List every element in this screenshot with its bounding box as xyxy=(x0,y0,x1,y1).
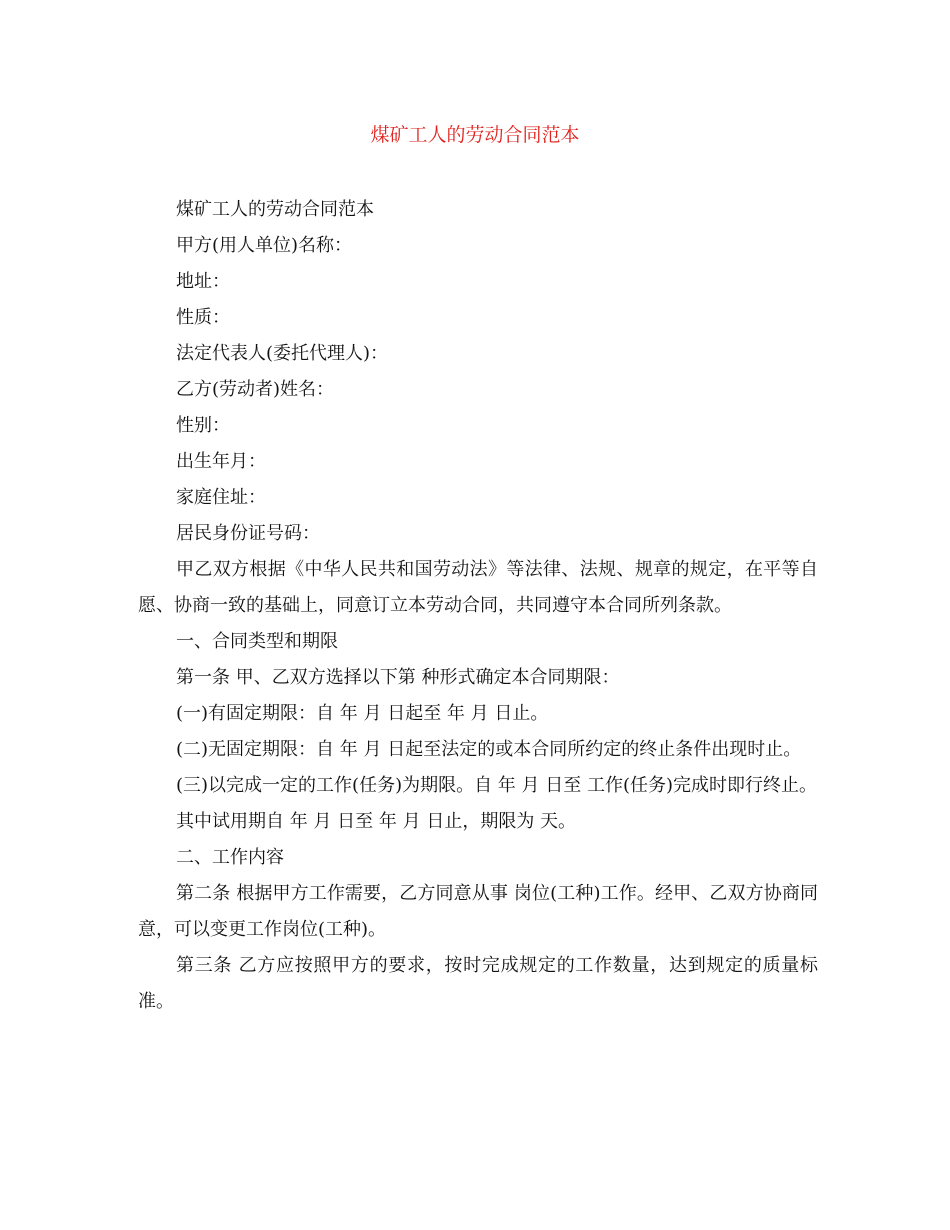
paragraph-legal-representative: 法定代表人(委托代理人)： xyxy=(176,343,389,364)
paragraph-birth-date: 出生年月： xyxy=(176,451,266,472)
paragraph-home-address: 家庭住址： xyxy=(176,487,266,508)
paragraph-article-3: 第三条 乙方应按照甲方的要求，按时完成规定的工作数量，达到规定的质量标准。 xyxy=(138,955,818,1012)
paragraph-gender: 性别： xyxy=(176,415,230,436)
paragraph-preamble: 甲乙双方根据《中华人民共和国劳动法》等法律、法规、规章的规定，在平等自愿、协商一致的基础上，同意订立本劳动合同，共同遵守本合同所列条款。 xyxy=(138,559,818,616)
paragraph-fixed-term: (一)有固定期限：自 年 月 日起至 年 月 日止。 xyxy=(176,703,549,724)
paragraph-party-b-name: 乙方(劳动者)姓名： xyxy=(176,379,335,400)
paragraph-nature: 性质： xyxy=(176,307,230,328)
paragraph-id-number: 居民身份证号码： xyxy=(176,523,320,544)
paragraph-task-term: (三)以完成一定的工作(任务)为期限。自 年 月 日至 工作(任务)完成时即行终止。 xyxy=(176,775,818,796)
document-title: 煤矿工人的劳动合同范本 xyxy=(370,124,580,146)
paragraph-address: 地址： xyxy=(176,271,230,292)
paragraph-article-2: 第二条 根据甲方工作需要，乙方同意从事 岗位(工种)工作。经甲、乙双方协商同意，可以变更工作岗位(工种)。 xyxy=(138,883,818,940)
paragraph-heading: 煤矿工人的劳动合同范本 xyxy=(176,199,374,220)
section-heading-work-content: 二、工作内容 xyxy=(176,847,284,868)
paragraph-article-1: 第一条 甲、乙双方选择以下第 种形式确定本合同期限： xyxy=(176,667,620,688)
paragraph-probation: 其中试用期自 年 月 日至 年 月 日止，期限为 天。 xyxy=(176,811,577,832)
paragraph-open-term: (二)无固定期限：自 年 月 日起至法定的或本合同所约定的终止条件出现时止。 xyxy=(176,739,802,760)
document-body xyxy=(138,192,818,1020)
paragraph-party-a-name: 甲方(用人单位)名称： xyxy=(176,235,353,256)
section-heading-contract-type: 一、合同类型和期限 xyxy=(176,631,338,652)
